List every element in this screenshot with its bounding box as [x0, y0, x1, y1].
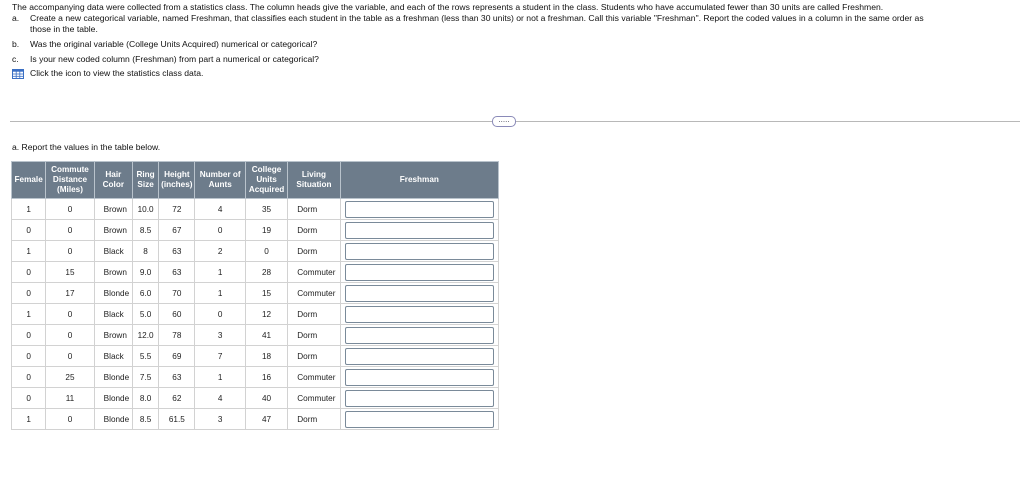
table-body — [12, 199, 499, 430]
question-a-text: Create a new categorical variable, named Freshman, that classifies each student in the table as a freshman (less than 30 units) or not a freshman. Call this variable "Freshman". Report the coded values in a column in the same order as — [30, 13, 924, 23]
cell-female: 1 — [12, 409, 46, 430]
cell-female: 0 — [12, 262, 46, 283]
column-header-height — [159, 162, 195, 199]
cell-number-of-aunts: 2 — [195, 241, 245, 262]
cell-height: 60 — [159, 304, 195, 325]
cell-living-situation: Dorm — [288, 220, 340, 241]
table-row — [12, 325, 499, 346]
cell-hair-color: Brown — [94, 262, 132, 283]
cell-number-of-aunts: 1 — [195, 367, 245, 388]
column-header-college-units — [245, 162, 287, 199]
cell-freshman — [340, 199, 498, 220]
intro-text: The accompanying data were collected from a statistics class. The column heads give the variable, and each of the rows represents a student in the class. Students who have accumulated fewer than 30 units are called Freshmen. — [12, 2, 884, 12]
cell-living-situation: Dorm — [288, 241, 340, 262]
cell-ring-size: 8 — [132, 241, 158, 262]
table-row — [12, 346, 499, 367]
cell-ring-size: 5.5 — [132, 346, 158, 367]
column-header-text: Units — [256, 175, 277, 184]
cell-college-units: 47 — [245, 409, 287, 430]
table-row — [12, 367, 499, 388]
cell-college-units: 28 — [245, 262, 287, 283]
cell-female: 0 — [12, 367, 46, 388]
cell-living-situation: Commuter — [288, 388, 340, 409]
question-a — [12, 13, 1012, 24]
cell-living-situation: Commuter — [288, 283, 340, 304]
column-header-ring-size — [132, 162, 158, 199]
cell-commute-distance: 17 — [46, 283, 94, 304]
cell-commute-distance: 11 — [46, 388, 94, 409]
cell-height: 67 — [159, 220, 195, 241]
question-c-label: c. — [12, 54, 19, 64]
cell-hair-color: Black — [94, 346, 132, 367]
cell-female: 1 — [12, 241, 46, 262]
cell-number-of-aunts: 3 — [195, 325, 245, 346]
cell-female: 0 — [12, 283, 46, 304]
column-header-text: Size — [137, 180, 154, 189]
cell-college-units: 15 — [245, 283, 287, 304]
cell-hair-color: Brown — [94, 220, 132, 241]
column-header-text: Female — [14, 175, 43, 184]
cell-college-units: 35 — [245, 199, 287, 220]
table-row — [12, 283, 499, 304]
cell-height: 72 — [159, 199, 195, 220]
cell-commute-distance: 0 — [46, 325, 94, 346]
cell-female: 0 — [12, 388, 46, 409]
freshman-answer-input[interactable] — [345, 411, 494, 428]
table-header-row — [12, 162, 499, 199]
cell-height: 63 — [159, 241, 195, 262]
cell-living-situation: Dorm — [288, 325, 340, 346]
cell-commute-distance: 0 — [46, 304, 94, 325]
freshman-answer-input[interactable] — [345, 201, 494, 218]
cell-ring-size: 12.0 — [132, 325, 158, 346]
cell-number-of-aunts: 4 — [195, 388, 245, 409]
statistics-data-table — [11, 161, 499, 430]
cell-freshman — [340, 388, 498, 409]
column-header-text: Ring — [136, 170, 155, 179]
cell-commute-distance: 0 — [46, 346, 94, 367]
cell-height: 61.5 — [159, 409, 195, 430]
cell-freshman — [340, 409, 498, 430]
cell-hair-color: Blonde — [94, 283, 132, 304]
cell-number-of-aunts: 0 — [195, 304, 245, 325]
cell-freshman — [340, 283, 498, 304]
cell-freshman — [340, 325, 498, 346]
cell-hair-color: Black — [94, 304, 132, 325]
cell-freshman — [340, 220, 498, 241]
cell-commute-distance: 25 — [46, 367, 94, 388]
cell-female: 0 — [12, 220, 46, 241]
cell-hair-color: Blonde — [94, 409, 132, 430]
column-header-freshman — [340, 162, 498, 199]
cell-living-situation: Dorm — [288, 199, 340, 220]
cell-hair-color: Black — [94, 241, 132, 262]
cell-college-units: 18 — [245, 346, 287, 367]
cell-height: 70 — [159, 283, 195, 304]
freshman-answer-input[interactable] — [345, 243, 494, 260]
column-header-commute-distance — [46, 162, 94, 199]
question-b — [12, 39, 1012, 50]
cell-number-of-aunts: 4 — [195, 199, 245, 220]
question-c — [12, 54, 1012, 65]
column-header-female — [12, 162, 46, 199]
column-header-text: (inches) — [161, 180, 193, 189]
cell-college-units: 0 — [245, 241, 287, 262]
question-a-continued — [12, 24, 1012, 35]
cell-ring-size: 7.5 — [132, 367, 158, 388]
cell-commute-distance: 0 — [46, 241, 94, 262]
cell-living-situation: Dorm — [288, 409, 340, 430]
freshman-answer-input[interactable] — [345, 264, 494, 281]
cell-living-situation: Commuter — [288, 262, 340, 283]
cell-college-units: 41 — [245, 325, 287, 346]
question-b-label: b. — [12, 39, 20, 49]
cell-ring-size: 8.5 — [132, 220, 158, 241]
cell-hair-color: Brown — [94, 325, 132, 346]
question-b-text: Was the original variable (College Units Acquired) numerical or categorical? — [30, 39, 318, 49]
cell-living-situation: Commuter — [288, 367, 340, 388]
cell-female: 1 — [12, 304, 46, 325]
cell-freshman — [340, 262, 498, 283]
cell-ring-size: 8.0 — [132, 388, 158, 409]
column-header-text: Situation — [296, 180, 332, 189]
data-link-text: Click the icon to view the statistics class data. — [30, 68, 204, 78]
cell-number-of-aunts: 0 — [195, 220, 245, 241]
cell-ring-size: 8.5 — [132, 409, 158, 430]
table-row — [12, 304, 499, 325]
cell-freshman — [340, 241, 498, 262]
question-a-cont-text: those in the table. — [30, 24, 98, 34]
cell-commute-distance: 0 — [46, 199, 94, 220]
table-row — [12, 262, 499, 283]
cell-number-of-aunts: 1 — [195, 283, 245, 304]
column-header-text: Freshman — [399, 175, 439, 184]
cell-hair-color: Brown — [94, 199, 132, 220]
question-a-cont-label — [12, 24, 30, 35]
table-grid-icon[interactable] — [12, 69, 24, 79]
cell-commute-distance: 0 — [46, 220, 94, 241]
column-header-text: Number of — [199, 170, 241, 179]
cell-number-of-aunts: 3 — [195, 409, 245, 430]
column-header-text: College — [251, 165, 282, 174]
cell-female: 1 — [12, 199, 46, 220]
data-link-row — [12, 68, 1012, 79]
freshman-answer-input[interactable] — [345, 306, 494, 323]
column-header-text: Distance — [52, 175, 88, 184]
cell-college-units: 40 — [245, 388, 287, 409]
cell-college-units: 19 — [245, 220, 287, 241]
cell-freshman — [340, 304, 498, 325]
question-c-text: Is your new coded column (Freshman) from part a numerical or categorical? — [30, 54, 319, 64]
cell-number-of-aunts: 7 — [195, 346, 245, 367]
cell-freshman — [340, 346, 498, 367]
column-header-text: Aunts — [208, 180, 232, 189]
column-header-living-situation — [288, 162, 340, 199]
column-header-text: Commute — [51, 165, 89, 174]
cell-height: 63 — [159, 367, 195, 388]
cell-ring-size: 9.0 — [132, 262, 158, 283]
cell-commute-distance: 0 — [46, 409, 94, 430]
cell-commute-distance: 15 — [46, 262, 94, 283]
cell-college-units: 16 — [245, 367, 287, 388]
cell-college-units: 12 — [245, 304, 287, 325]
freshman-answer-input[interactable] — [345, 369, 494, 386]
column-header-text: Color — [102, 180, 125, 189]
column-header-text: Acquired — [248, 185, 285, 194]
cell-number-of-aunts: 1 — [195, 262, 245, 283]
freshman-answer-input[interactable] — [345, 222, 494, 239]
column-header-text: Living — [301, 170, 326, 179]
cell-hair-color: Blonde — [94, 367, 132, 388]
table-row — [12, 241, 499, 262]
cell-female: 0 — [12, 325, 46, 346]
cell-living-situation: Dorm — [288, 304, 340, 325]
cell-ring-size: 6.0 — [132, 283, 158, 304]
cell-ring-size: 10.0 — [132, 199, 158, 220]
cell-height: 63 — [159, 262, 195, 283]
table-row — [12, 199, 499, 220]
question-a-label: a. — [12, 13, 20, 23]
table-row — [12, 409, 499, 430]
cell-female: 0 — [12, 346, 46, 367]
cell-height: 62 — [159, 388, 195, 409]
cell-hair-color: Blonde — [94, 388, 132, 409]
cell-height: 69 — [159, 346, 195, 367]
column-header-hair-color — [94, 162, 132, 199]
freshman-answer-input[interactable] — [345, 285, 494, 302]
part-a-prompt: a. Report the values in the table below. — [12, 142, 161, 152]
freshman-answer-input[interactable] — [345, 390, 494, 407]
cell-height: 78 — [159, 325, 195, 346]
table-row — [12, 220, 499, 241]
column-header-text: Hair — [105, 170, 122, 179]
freshman-answer-input[interactable] — [345, 327, 494, 344]
problem-statement — [12, 2, 1012, 79]
cell-ring-size: 5.0 — [132, 304, 158, 325]
freshman-answer-input[interactable] — [345, 348, 494, 365]
expand-more-button[interactable]: ..... — [492, 116, 516, 127]
cell-freshman — [340, 367, 498, 388]
column-header-number-of-aunts — [195, 162, 245, 199]
cell-living-situation: Dorm — [288, 346, 340, 367]
column-header-text: Height — [164, 170, 190, 179]
table-row — [12, 388, 499, 409]
column-header-text: (Miles) — [57, 185, 83, 194]
